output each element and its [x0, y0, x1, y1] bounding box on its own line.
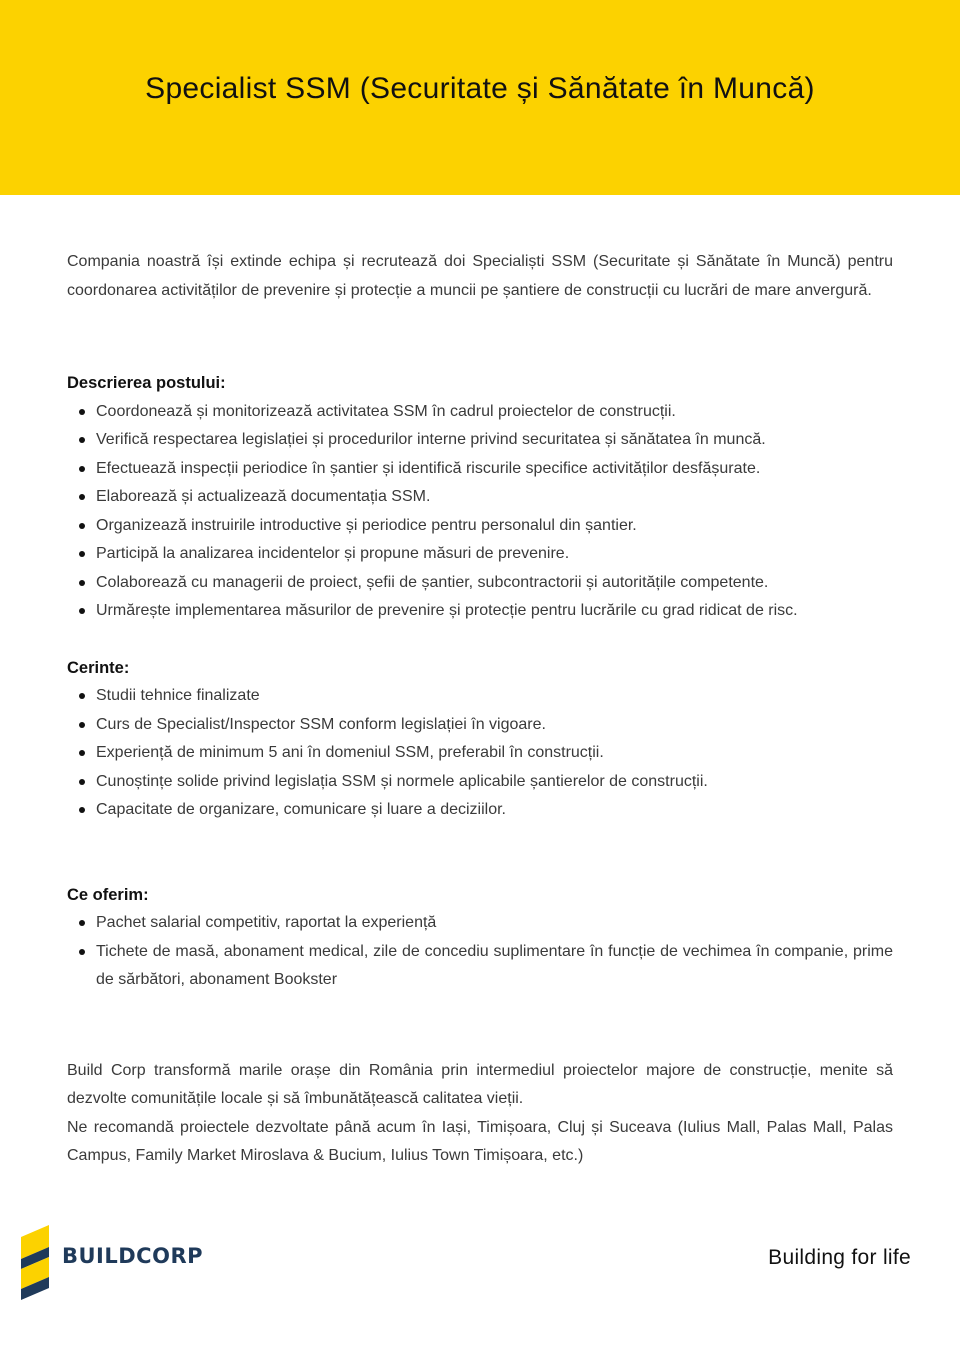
logo-wordmark: BUILDCORP: [62, 1244, 204, 1268]
offer-heading: Ce oferim:: [67, 885, 149, 904]
main-content: [67, 248, 893, 1171]
page-title: Specialist SSM (Securitate și Sănătate în Muncă): [145, 72, 815, 105]
list-item: Cunoștințe solide privind legislația SSM și normele aplicabile șantierelor de construcții.: [67, 768, 893, 797]
logo-mark-icon: [21, 1225, 51, 1300]
list-item: Pachet salarial competitiv, raportat la experiență: [67, 909, 893, 938]
list-item: Urmărește implementarea măsurilor de prevenire și protecție pentru lucrările cu grad ridicat de risc.: [67, 597, 893, 626]
list-item: Colaborează cu managerii de proiect, șefii de șantier, subcontractorii și autoritățile competente.: [67, 569, 893, 598]
offer-list: [67, 909, 893, 995]
company-section: [67, 1057, 893, 1171]
intro-paragraph: Compania noastră își extinde echipa și recrutează doi Specialiști SSM (Securitate și Sănătate în Muncă) pentru coordonarea activităților de prevenire și protecție a muncii pe șantiere de construcții cu lucrări de mare anvergură.: [67, 253, 893, 299]
list-item: Verifică respectarea legislației și procedurilor interne privind securitatea și sănătatea în muncă.: [67, 426, 893, 455]
buildcorp-logo: [21, 1225, 204, 1300]
offer-section: [67, 881, 893, 995]
list-item: Curs de Specialist/Inspector SSM conform legislației în vigoare.: [67, 711, 893, 740]
list-item: Organizează instruirile introductive și periodice pentru personalul din șantier.: [67, 512, 893, 541]
company-paragraph: Build Corp transformă marile orașe din România prin intermediul proiectelor majore de construcție, menite să dezvolte comunitățile locale și să îmbunătățească calitatea vieții.: [67, 1061, 893, 1107]
job-description-section: [67, 369, 893, 626]
list-item: Studii tehnice finalizate: [67, 682, 893, 711]
list-item: Participă la analizarea incidentelor și propune măsuri de prevenire.: [67, 540, 893, 569]
list-item: Tichete de masă, abonament medical, zile de concediu suplimentare în funcție de vechimea în companie, prime de sărbători, abonament Bookster: [67, 938, 893, 995]
job-description-heading: Descrierea postului:: [67, 374, 226, 392]
list-item: Elaborează și actualizează documentația SSM.: [67, 483, 893, 512]
list-item: Experiență de minimum 5 ani în domeniul SSM, preferabil în construcții.: [67, 739, 893, 768]
list-item: Coordonează și monitorizează activitatea SSM în cadrul proiectelor de construcții.: [67, 398, 893, 427]
requirements-section: [67, 654, 893, 825]
list-item: Capacitate de organizare, comunicare și luare a deciziilor.: [67, 796, 893, 825]
requirements-list: [67, 682, 893, 825]
tagline: Building for life: [768, 1246, 911, 1269]
requirements-heading: Cerinte:: [67, 658, 130, 677]
company-paragraph: Ne recomandă proiectele dezvoltate până acum în Iași, Timișoara, Cluj și Suceava (Iulius Mall, Palas Mall, Palas Campus, Family Market Miroslava & Bucium, Iulius Town Timișoara, etc.): [67, 1118, 893, 1164]
job-description-list: [67, 398, 893, 626]
list-item: Efectuează inspecții periodice în șantier și identifică riscurile specifice activităților desfășurate.: [67, 455, 893, 484]
